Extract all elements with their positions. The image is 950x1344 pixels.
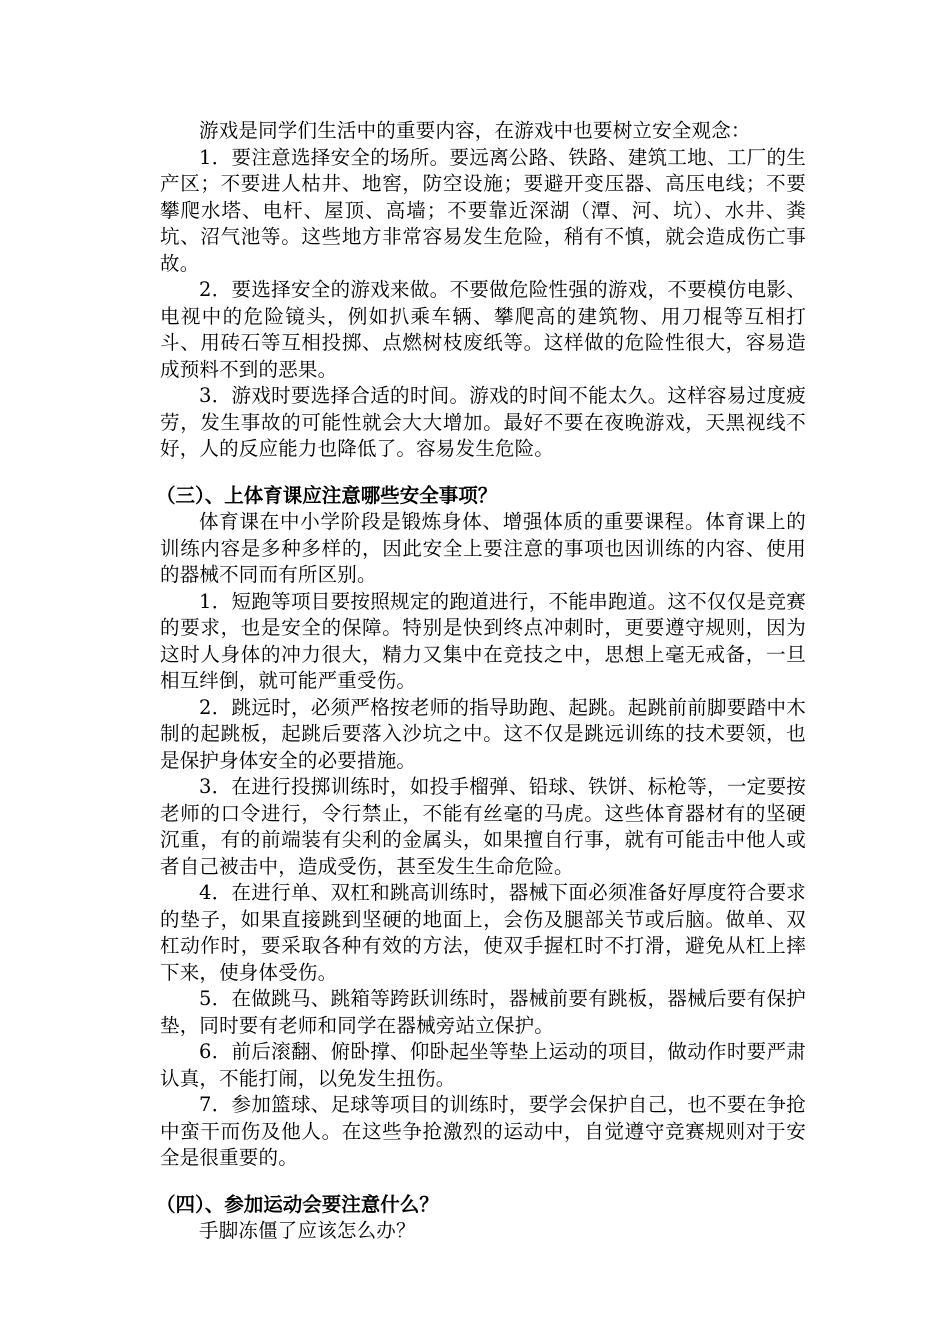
paragraph-games-intro: 游戏是同学们生活中的重要内容，在游戏中也要树立安全观念：	[199, 119, 751, 142]
paragraph-pe-item-5: 5．在做跳马、跳箱等跨跃训练时，器械前要有跳板，器械后要有保护垫，同时要有老师和同学在器械旁站立保护。	[160, 987, 806, 1037]
paragraph-games-item-1: 1．要注意选择安全的场所。要远离公路、铁路、建筑工地、工厂的生产区；不要进人枯井、地窖，防空设施；要避开变压器、高压电线；不要攀爬水塔、电杆、屋顶、高墙；不要靠近深湖（潭、河、坑）、水井、粪坑、沼气池等。这些地方非常容易发生危险，稍有不慎，就会造成伤亡事故。	[160, 145, 806, 275]
paragraph-pe-item-6: 6．前后滚翻、俯卧撑、仰卧起坐等垫上运动的项目，做动作时要严肃认真，不能打闹，以免发生扭伤。	[160, 1040, 806, 1090]
paragraph-frozen-hands-question: 手脚冻僵了应该怎么办？	[199, 1219, 416, 1242]
paragraph-pe-intro: 体育课在中小学阶段是锻炼身体、增强体质的重要课程。体育课上的训练内容是多种多样的，因此安全上要注意的事项也因训练的内容、使用的器械不同而有所区别。	[160, 510, 806, 586]
document-page	[156, 118, 806, 1245]
paragraph-games-item-2: 2．要选择安全的游戏来做。不要做危险性强的游戏，不要模仿电影、电视中的危险镜头，例如扒乘车辆、攀爬高的建筑物、用刀棍等互相打斗、用砖石等互相投掷、点燃树枝废纸等。这样做的危险性很大，容易造成预料不到的恶果。	[160, 278, 806, 381]
section-4-heading: （四）、参加运动会要注意什么？	[156, 1192, 439, 1216]
paragraph-games-item-3: 3．游戏时要选择合适的时间。游戏的时间不能太久。这样容易过度疲劳，发生事故的可能性就会大大增加。最好不要在夜晚游戏，天黑视线不好，人的反应能力也降低了。容易发生危险。	[160, 384, 806, 460]
section-3-heading: （三）、上体育课应注意哪些安全事项？	[156, 483, 498, 507]
paragraph-pe-item-3: 3．在进行投掷训练时，如投手榴弹、铅球、铁饼、标枪等，一定要按老师的口令进行，令行禁止，不能有丝毫的马虎。这些体育器材有的坚硬沉重，有的前端装有尖利的金属头，如果擅自行事，就有可能击中他人或者自己被击中，造成受伤，甚至发生生命危险。	[160, 775, 806, 878]
paragraph-pe-item-7: 7．参加篮球、足球等项目的训练时，要学会保护自己，也不要在争抢中蛮干而伤及他人。在这些争抢激烈的运动中，自觉遵守竞赛规则对于安全是很重要的。	[160, 1093, 806, 1169]
paragraph-pe-item-4: 4．在进行单、双杠和跳高训练时，器械下面必须准备好厚度符合要求的垫子，如果直接跳到坚硬的地面上，会伤及腿部关节或后脑。做单、双杠动作时，要采取各种有效的方法，使双手握杠时不打滑，避免从杠上摔下来，使身体受伤。	[160, 881, 806, 984]
paragraph-pe-item-2: 2．跳远时，必须严格按老师的指导助跑、起跳。起跳前前脚要踏中木制的起跳板，起跳后要落入沙坑之中。这不仅是跳远训练的技术要领，也是保护身体安全的必要措施。	[160, 695, 806, 772]
paragraph-pe-item-1: 1．短跑等项目要按照规定的跑道进行，不能串跑道。这不仅仅是竞赛的要求，也是安全的保障。特别是快到终点冲刺时，更要遵守规则，因为这时人身体的冲力很大，精力又集中在竞技之中，思想上毫无戒备，一旦相互绊倒，就可能严重受伤。	[160, 589, 806, 692]
